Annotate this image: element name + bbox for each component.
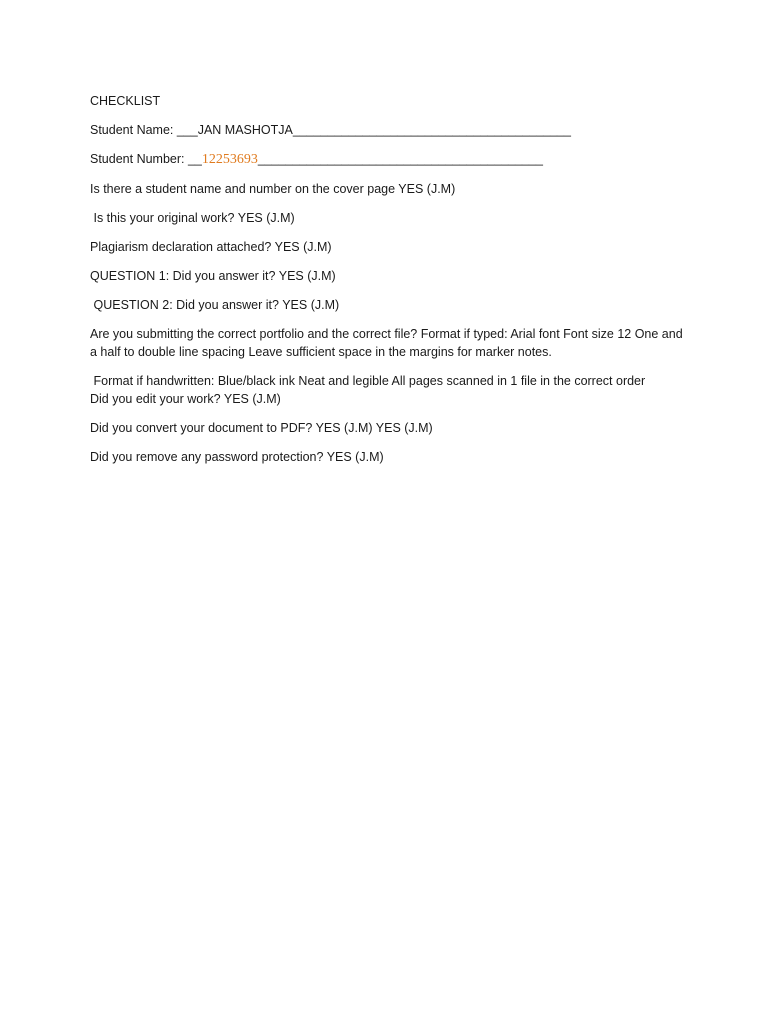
portfolio-format-check: Are you submitting the correct portfolio and the correct file? Format if typed: Arial font Font size 12 One and a half to double line spacing Leave sufficient space in the margins for marker notes. [90,327,683,359]
student-name-line [90,121,690,139]
student-name-label: Student Name: ___ [90,123,198,137]
checklist-heading: CHECKLIST [90,94,161,108]
original-work-check: Is this your original work? YES (J.M) [90,211,295,225]
question-2-check: QUESTION 2: Did you answer it? YES (J.M) [90,298,340,312]
student-name-underline: ________________________________________ [292,123,571,137]
document-page [90,92,690,477]
pdf-convert-check: Did you convert your document to PDF? YES (J.M) YES (J.M) [90,421,433,435]
student-number-underline: _________________________________________ [257,152,543,166]
password-check: Did you remove any password protection? YES (J.M) [90,450,384,464]
student-number-value: 12253693 [201,152,258,167]
student-name-value: JAN MASHOTJA [197,123,293,137]
handwritten-format-check: Format if handwritten: Blue/black ink Neat and legible All pages scanned in 1 file in the correct order [90,374,646,388]
plagiarism-check: Plagiarism declaration attached? YES (J.M) [90,240,332,254]
student-number-line [90,150,690,169]
student-number-label: Student Number: __ [90,152,202,166]
handwritten-edit-block [90,372,690,408]
cover-page-check: Is there a student name and number on the cover page YES (J.M) [90,182,456,196]
question-1-check: QUESTION 1: Did you answer it? YES (J.M) [90,269,336,283]
edit-work-check: Did you edit your work? YES (J.M) [90,392,281,406]
